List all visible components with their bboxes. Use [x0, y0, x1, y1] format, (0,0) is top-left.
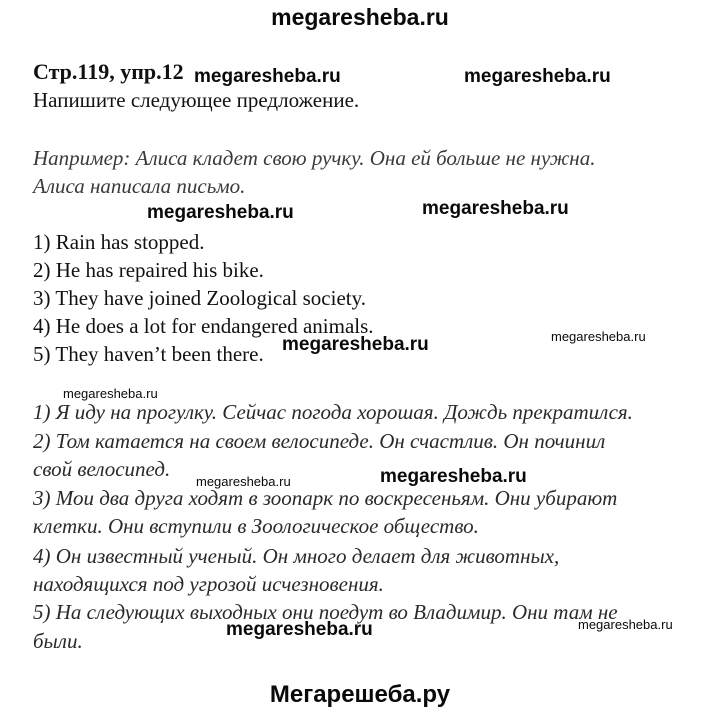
watermark: megaresheba.ru	[464, 66, 611, 87]
watermark: megaresheba.ru	[196, 474, 291, 489]
watermark: megaresheba.ru	[578, 617, 673, 632]
answer-2: 2) Том катается на своем велосипеде. Он счастлив. Он починил	[33, 429, 606, 453]
watermark: megaresheba.ru	[226, 619, 373, 640]
answer-2-cont: свой велосипед.	[33, 457, 171, 481]
watermark: megaresheba.ru	[380, 466, 527, 487]
sentence-2: 2) He has repaired his bike.	[33, 258, 264, 282]
sentence-1: 1) Rain has stopped.	[33, 230, 205, 254]
answer-3-cont: клетки. Они вступили в Зоологическое общество.	[33, 514, 479, 538]
sentence-5: 5) They haven’t been there.	[33, 342, 264, 366]
watermark: megaresheba.ru	[551, 329, 646, 344]
answer-5: 5) На следующих выходных они поедут во Владимир. Они там не	[33, 600, 618, 624]
watermark: megaresheba.ru	[147, 202, 294, 223]
watermark: megaresheba.ru	[63, 386, 158, 401]
example-line-2: Алиса написала письмо.	[33, 174, 246, 198]
sentence-3: 3) They have joined Zoological society.	[33, 286, 366, 310]
task-instruction: Напишите следующее предложение.	[33, 88, 360, 112]
page-title: Стр.119, упр.12	[33, 59, 184, 84]
header-site-name: megaresheba.ru	[271, 4, 449, 30]
footer-site-name: Мегарешеба.ру	[269, 681, 451, 708]
answer-1: 1) Я иду на прогулку. Сейчас погода хорошая. Дождь прекратился.	[33, 400, 633, 424]
watermark: megaresheba.ru	[422, 198, 569, 219]
sentence-4: 4) He does a lot for endangered animals.	[33, 314, 374, 338]
watermark: megaresheba.ru	[282, 334, 429, 355]
answer-3: 3) Мои два друга ходят в зоопарк по воскресеньям. Они убирают	[33, 486, 618, 510]
example-line-1: Например: Алиса кладет свою ручку. Она ей больше не нужна.	[33, 146, 596, 170]
watermark: megaresheba.ru	[194, 66, 341, 87]
answer-4: 4) Он известный ученый. Он много делает для животных,	[33, 544, 560, 568]
answer-5-cont: были.	[33, 629, 83, 653]
answer-4-cont: находящихся под угрозой исчезновения.	[33, 572, 384, 596]
